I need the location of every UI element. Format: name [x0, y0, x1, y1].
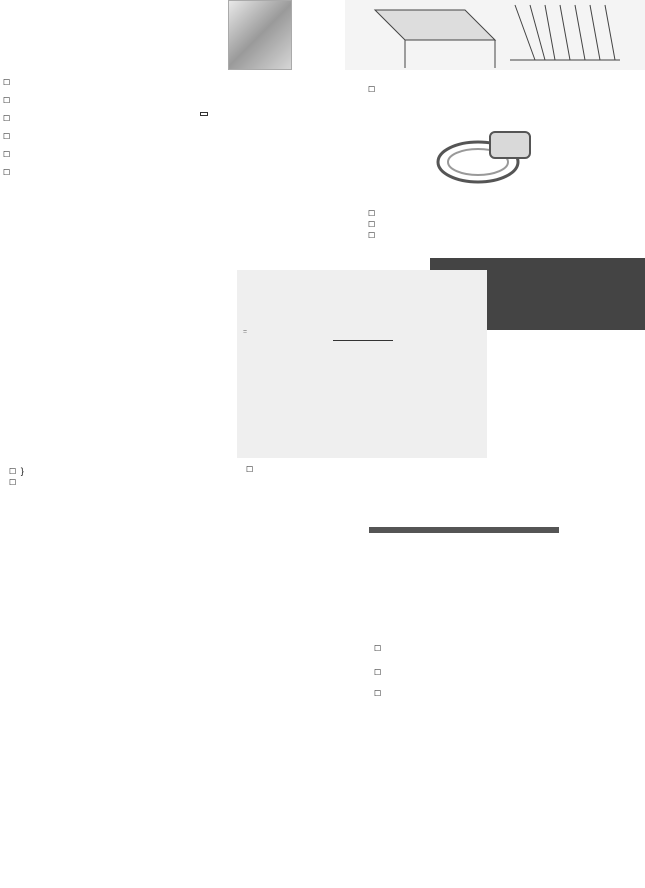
cu-ni-table	[369, 527, 559, 533]
defects-list	[3, 78, 231, 181]
checkbox-icon: ☐	[9, 467, 17, 476]
silver-ring-image	[430, 128, 540, 186]
checkbox-icon: ☐	[368, 85, 376, 94]
rule-electronegativity	[6, 638, 368, 652]
checkbox-icon: ☐	[374, 689, 382, 699]
checkbox-icon: ☐	[368, 230, 376, 240]
checkbox-icon: ☐	[368, 219, 376, 229]
checkbox-icon: ☐	[374, 644, 382, 653]
defect-item	[3, 78, 231, 88]
list-item	[368, 230, 612, 241]
checkbox-icon: ☐	[3, 78, 11, 87]
rule-valence	[6, 710, 368, 724]
list-item	[368, 208, 612, 219]
checkbox-icon: ☐	[3, 168, 11, 177]
checkbox-icon: ☐	[368, 209, 376, 218]
edge-dislocation-text	[3, 3, 225, 9]
impurity-factors-list	[368, 208, 612, 240]
list-item	[374, 643, 642, 654]
checkbox-icon: ☐	[3, 132, 11, 141]
table-header-row	[369, 527, 559, 533]
impurity-text	[346, 205, 612, 240]
handwritten-note-exponent	[200, 112, 208, 116]
list-item	[368, 219, 612, 230]
sterling-example	[368, 84, 608, 95]
checkbox-icon: ☐	[3, 150, 11, 159]
checkbox-icon: ☐	[9, 478, 17, 488]
list-item	[374, 667, 642, 678]
alloys-text	[346, 76, 608, 98]
list-item: ☐ }	[9, 466, 24, 476]
crystal-photo	[228, 0, 292, 70]
rule-crystal-structure	[6, 584, 368, 598]
edge-dislocation-planes-figure	[345, 0, 645, 70]
defect-item	[3, 96, 203, 106]
substitutional-note	[246, 463, 496, 475]
interstitial-lattice-figure	[240, 176, 340, 266]
interstitial-notes	[374, 643, 642, 700]
ncu-calculation: =	[243, 328, 483, 351]
defect-item	[3, 168, 231, 178]
list-item	[9, 477, 203, 488]
formula-legend	[3, 350, 233, 354]
solid-solution-types	[3, 466, 203, 488]
checkbox-icon: ☐	[3, 114, 11, 123]
problem-example	[237, 270, 487, 458]
substitutional-atoms-figure	[570, 520, 645, 632]
defect-item	[3, 114, 231, 124]
list-item	[374, 688, 642, 699]
screw-dislocation-cube-figure	[478, 735, 645, 885]
checkbox-icon: ☐	[3, 96, 11, 105]
rule-atomic-size	[6, 529, 368, 543]
checkbox-icon: ☐	[374, 668, 382, 678]
defect-item	[3, 132, 231, 142]
checkbox-icon: ☐	[246, 465, 254, 474]
defect-item	[3, 150, 231, 160]
vacancy-lattice-figure	[240, 72, 340, 172]
